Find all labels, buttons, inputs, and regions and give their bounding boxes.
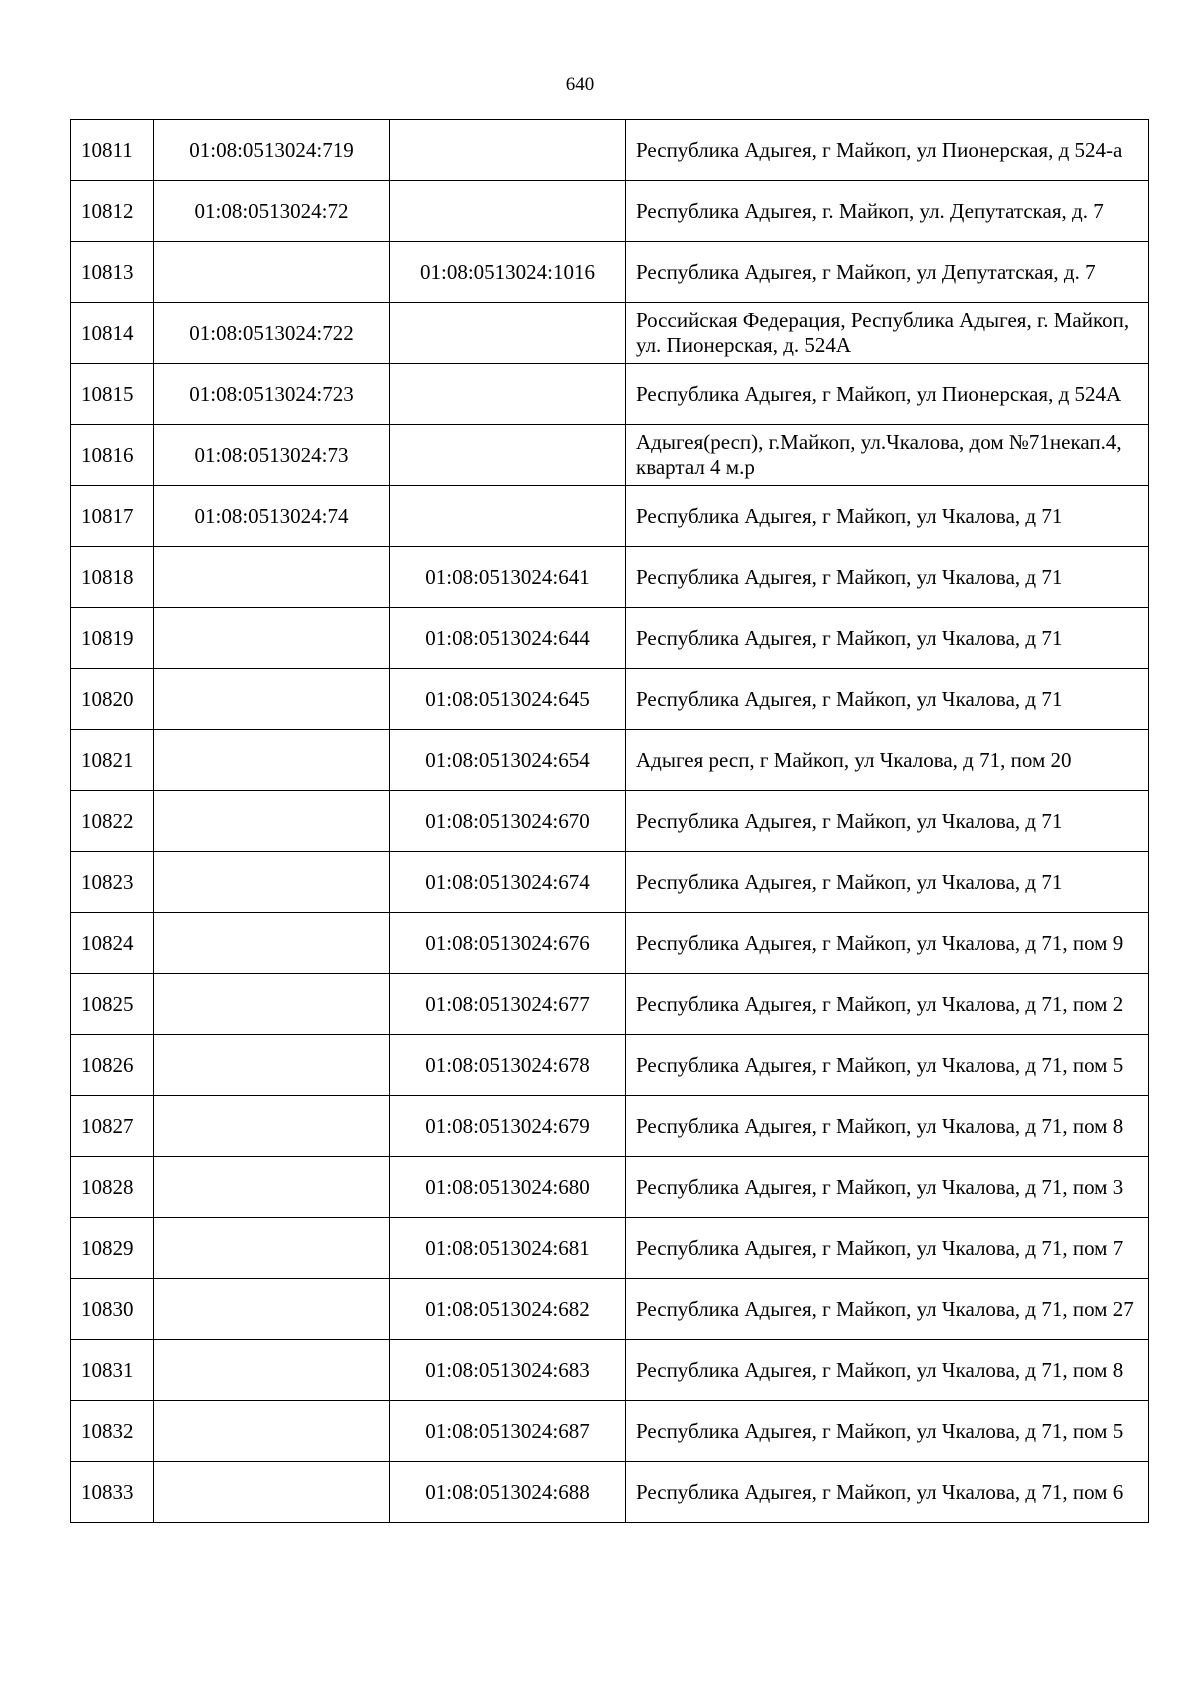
building-cadastral-number-cell (390, 364, 626, 425)
table-row (71, 730, 1149, 791)
land-cadastral-number-cell: 01:08:0513024:73 (154, 425, 390, 486)
land-cadastral-number-cell (154, 791, 390, 852)
table-row (71, 1279, 1149, 1340)
table-row (71, 791, 1149, 852)
address-cell: Республика Адыгея, г Майкоп, ул Чкалова, д 71, пом 6 (626, 1462, 1149, 1523)
address-cell: Республика Адыгея, г Майкоп, ул Пионерская, д 524-а (626, 120, 1149, 181)
table-row (71, 120, 1149, 181)
land-cadastral-number-cell (154, 1340, 390, 1401)
row-number-cell: 10831 (71, 1340, 154, 1401)
land-cadastral-number-cell: 01:08:0513024:719 (154, 120, 390, 181)
building-cadastral-number-cell: 01:08:0513024:641 (390, 547, 626, 608)
table-row (71, 608, 1149, 669)
land-cadastral-number-cell (154, 1218, 390, 1279)
address-cell: Республика Адыгея, г. Майкоп, ул. Депутатская, д. 7 (626, 181, 1149, 242)
land-cadastral-number-cell (154, 1462, 390, 1523)
building-cadastral-number-cell: 01:08:0513024:654 (390, 730, 626, 791)
building-cadastral-number-cell: 01:08:0513024:683 (390, 1340, 626, 1401)
table-row (71, 1218, 1149, 1279)
registry-table (70, 119, 1149, 1523)
table-row (71, 303, 1149, 364)
building-cadastral-number-cell: 01:08:0513024:676 (390, 913, 626, 974)
row-number-cell: 10826 (71, 1035, 154, 1096)
building-cadastral-number-cell: 01:08:0513024:677 (390, 974, 626, 1035)
table-row (71, 486, 1149, 547)
address-cell: Республика Адыгея, г Майкоп, ул Чкалова, д 71, пом 5 (626, 1035, 1149, 1096)
row-number-cell: 10827 (71, 1096, 154, 1157)
table-row (71, 852, 1149, 913)
address-cell: Республика Адыгея, г Майкоп, ул Чкалова, д 71, пом 9 (626, 913, 1149, 974)
address-cell: Республика Адыгея, г Майкоп, ул Чкалова, д 71, пом 8 (626, 1340, 1149, 1401)
address-cell: Республика Адыгея, г Майкоп, ул Чкалова, д 71 (626, 486, 1149, 547)
row-number-cell: 10829 (71, 1218, 154, 1279)
row-number-cell: 10813 (71, 242, 154, 303)
address-cell: Республика Адыгея, г Майкоп, ул Чкалова, д 71, пом 3 (626, 1157, 1149, 1218)
table-row (71, 181, 1149, 242)
building-cadastral-number-cell: 01:08:0513024:682 (390, 1279, 626, 1340)
building-cadastral-number-cell: 01:08:0513024:644 (390, 608, 626, 669)
row-number-cell: 10823 (71, 852, 154, 913)
address-cell: Республика Адыгея, г Майкоп, ул Чкалова, д 71 (626, 608, 1149, 669)
row-number-cell: 10833 (71, 1462, 154, 1523)
row-number-cell: 10811 (71, 120, 154, 181)
land-cadastral-number-cell (154, 852, 390, 913)
land-cadastral-number-cell: 01:08:0513024:72 (154, 181, 390, 242)
land-cadastral-number-cell: 01:08:0513024:74 (154, 486, 390, 547)
address-cell: Республика Адыгея, г Майкоп, ул Чкалова, д 71, пом 7 (626, 1218, 1149, 1279)
land-cadastral-number-cell (154, 1035, 390, 1096)
building-cadastral-number-cell (390, 425, 626, 486)
row-number-cell: 10818 (71, 547, 154, 608)
registry-table-body (71, 120, 1149, 1523)
row-number-cell: 10819 (71, 608, 154, 669)
address-cell: Республика Адыгея, г Майкоп, ул Чкалова, д 71, пом 27 (626, 1279, 1149, 1340)
building-cadastral-number-cell (390, 181, 626, 242)
land-cadastral-number-cell: 01:08:0513024:723 (154, 364, 390, 425)
row-number-cell: 10828 (71, 1157, 154, 1218)
table-row (71, 913, 1149, 974)
building-cadastral-number-cell: 01:08:0513024:678 (390, 1035, 626, 1096)
table-row (71, 547, 1149, 608)
building-cadastral-number-cell: 01:08:0513024:1016 (390, 242, 626, 303)
land-cadastral-number-cell (154, 1401, 390, 1462)
row-number-cell: 10830 (71, 1279, 154, 1340)
row-number-cell: 10815 (71, 364, 154, 425)
table-row (71, 1401, 1149, 1462)
building-cadastral-number-cell: 01:08:0513024:670 (390, 791, 626, 852)
building-cadastral-number-cell (390, 303, 626, 364)
row-number-cell: 10817 (71, 486, 154, 547)
table-row (71, 1035, 1149, 1096)
land-cadastral-number-cell (154, 1279, 390, 1340)
address-cell: Республика Адыгея, г Майкоп, ул Чкалова, д 71 (626, 547, 1149, 608)
row-number-cell: 10822 (71, 791, 154, 852)
row-number-cell: 10821 (71, 730, 154, 791)
address-cell: Республика Адыгея, г Майкоп, ул Чкалова, д 71 (626, 791, 1149, 852)
row-number-cell: 10814 (71, 303, 154, 364)
land-cadastral-number-cell (154, 913, 390, 974)
address-cell: Республика Адыгея, г Майкоп, ул Пионерская, д 524А (626, 364, 1149, 425)
row-number-cell: 10816 (71, 425, 154, 486)
address-cell: Республика Адыгея, г Майкоп, ул Чкалова, д 71 (626, 852, 1149, 913)
table-row (71, 1340, 1149, 1401)
land-cadastral-number-cell (154, 1157, 390, 1218)
address-cell: Республика Адыгея, г Майкоп, ул Чкалова, д 71, пом 8 (626, 1096, 1149, 1157)
table-row (71, 1462, 1149, 1523)
row-number-cell: 10832 (71, 1401, 154, 1462)
building-cadastral-number-cell (390, 120, 626, 181)
building-cadastral-number-cell: 01:08:0513024:645 (390, 669, 626, 730)
building-cadastral-number-cell: 01:08:0513024:679 (390, 1096, 626, 1157)
table-row (71, 974, 1149, 1035)
building-cadastral-number-cell: 01:08:0513024:681 (390, 1218, 626, 1279)
land-cadastral-number-cell (154, 974, 390, 1035)
building-cadastral-number-cell (390, 486, 626, 547)
page-number: 640 (565, 74, 595, 95)
address-cell: Республика Адыгея, г Майкоп, ул Депутатская, д. 7 (626, 242, 1149, 303)
land-cadastral-number-cell (154, 669, 390, 730)
row-number-cell: 10824 (71, 913, 154, 974)
row-number-cell: 10820 (71, 669, 154, 730)
row-number-cell: 10812 (71, 181, 154, 242)
table-row (71, 425, 1149, 486)
land-cadastral-number-cell (154, 608, 390, 669)
land-cadastral-number-cell: 01:08:0513024:722 (154, 303, 390, 364)
land-cadastral-number-cell (154, 242, 390, 303)
building-cadastral-number-cell: 01:08:0513024:680 (390, 1157, 626, 1218)
address-cell: Республика Адыгея, г Майкоп, ул Чкалова, д 71 (626, 669, 1149, 730)
table-row (71, 1096, 1149, 1157)
address-cell: Республика Адыгея, г Майкоп, ул Чкалова, д 71, пом 5 (626, 1401, 1149, 1462)
building-cadastral-number-cell: 01:08:0513024:688 (390, 1462, 626, 1523)
address-cell: Республика Адыгея, г Майкоп, ул Чкалова, д 71, пом 2 (626, 974, 1149, 1035)
land-cadastral-number-cell (154, 1096, 390, 1157)
building-cadastral-number-cell: 01:08:0513024:687 (390, 1401, 626, 1462)
table-row (71, 669, 1149, 730)
building-cadastral-number-cell: 01:08:0513024:674 (390, 852, 626, 913)
row-number-cell: 10825 (71, 974, 154, 1035)
land-cadastral-number-cell (154, 730, 390, 791)
address-cell: Адыгея респ, г Майкоп, ул Чкалова, д 71, пом 20 (626, 730, 1149, 791)
address-cell: Адыгея(респ), г.Майкоп, ул.Чкалова, дом №71некап.4, квартал 4 м.р (626, 425, 1149, 486)
table-row (71, 1157, 1149, 1218)
address-cell: Российская Федерация, Республика Адыгея, г. Майкоп, ул. Пионерская, д. 524А (626, 303, 1149, 364)
table-row (71, 364, 1149, 425)
land-cadastral-number-cell (154, 547, 390, 608)
table-row (71, 242, 1149, 303)
